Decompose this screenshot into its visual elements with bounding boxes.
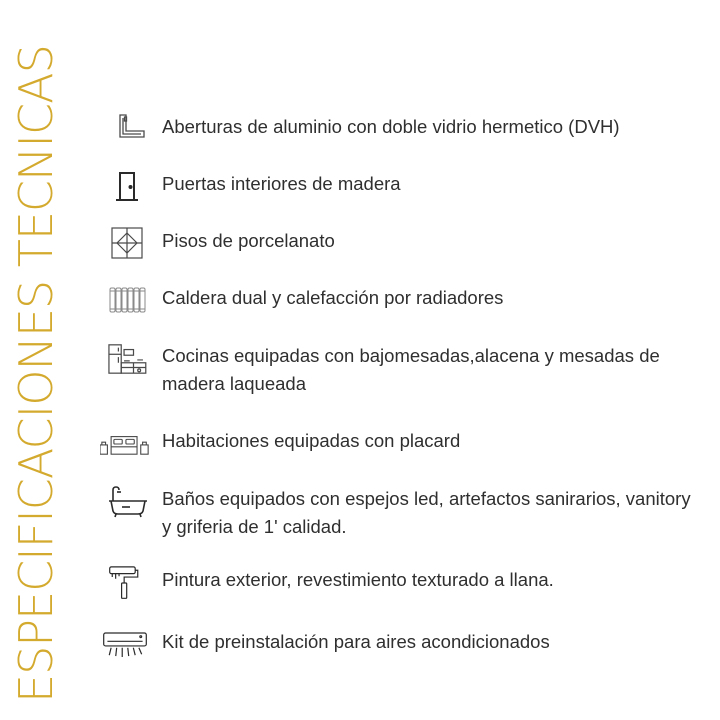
item-text: Pisos de porcelanato [162, 230, 335, 251]
item-text: Baños equipados con espejos led, artefactos sanirarios, vanitory y griferia de 1' calidad. [162, 488, 691, 537]
item-text: Habitaciones equipadas con placard [162, 430, 461, 451]
door-icon [100, 170, 150, 204]
bathtub-icon [100, 485, 150, 519]
bedroom-icon [100, 427, 150, 461]
air-conditioner-icon [100, 628, 150, 662]
kitchen-icon [100, 342, 150, 376]
item-text: Kit de preinstalación para aires acondicionados [162, 631, 550, 652]
paint-roller-icon [100, 566, 150, 600]
window-frame-icon [100, 113, 150, 147]
floor-tile-icon [100, 227, 150, 261]
item-text: Aberturas de aluminio con doble vidrio hermetico (DVH) [162, 116, 620, 137]
page-title: ESPECIFICACIONES TECNICAS [9, 45, 63, 703]
item-text: Caldera dual y calefacción por radiadores [162, 287, 504, 308]
radiator-icon [100, 284, 150, 318]
item-text: Cocinas equipadas con bajomesadas,alacena y mesadas de madera laqueada [162, 345, 660, 394]
item-text: Puertas interiores de madera [162, 173, 401, 194]
item-text: Pintura exterior, revestimiento texturado a llana. [162, 569, 554, 590]
